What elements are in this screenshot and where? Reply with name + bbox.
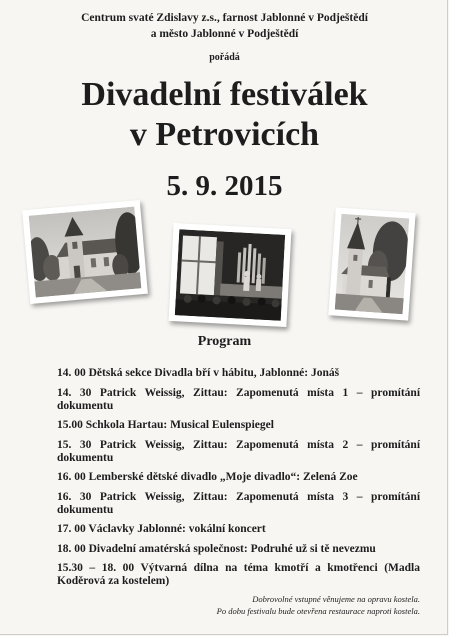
program-item-time: 16. 00 [57,471,86,483]
program-item [57,562,420,588]
program-item-title: Patrick Weissig, Zittau: Zapomenutá místa 1 – promítání dokumentu [57,386,421,412]
festival-date: 5. 9. 2015 [166,170,283,202]
photo-church-tower [328,207,415,320]
performer-body [243,277,250,291]
church-window [104,257,110,266]
bright-window [180,235,224,295]
photo-church-interior [169,223,292,327]
program-item [57,367,420,380]
presents-label: pořádá [209,52,240,63]
program-item-time: 17. 00 [57,523,86,535]
church-exterior-picture [29,207,142,298]
program-item-title: Václavky Jablonné: vokální koncert [88,523,266,535]
church-window [91,258,97,267]
festival-title [0,75,449,155]
program-item [57,387,420,413]
program-item [57,419,420,432]
program-item-time: 14. 00 [57,367,86,379]
program-item [57,543,420,556]
program-item-title: Schkola Hartau: Musical Eulenspiegel [85,419,274,431]
program-item-time: 16. 30 [57,490,92,503]
program-item [57,471,420,484]
restaurant-note: Po dobu festivalu bude otevřena restaurace naproti kostela. [216,606,420,616]
photo-church-exterior [22,200,148,304]
program-item-time: 15.30 – 18. 00 [57,562,135,574]
church-interior-picture [175,229,285,320]
performer-body [256,279,262,291]
program-item-time: 14. 30 [57,386,92,399]
footer-notes [217,593,420,617]
organizers-line-1: Centrum svaté Zdislavy z.s., farnost Jablonné v Podještědí [81,12,368,24]
admission-note: Dobrovolné vstupné věnujeme na opravu kostela. [252,594,420,604]
tower-window [353,255,357,261]
program-item-time: 15.00 [57,419,83,431]
church-window [368,280,373,288]
program-item-title: Patrick Weissig, Zittau: Zapomenutá místa 2 – promítání dokumentu [57,438,421,464]
program-item-title: Výtvarná dílna na téma kmotří a kmotřenci (Madla Koděrová za kostelem) [57,562,420,587]
program-heading: Program [197,334,252,349]
festival-title-line-1: Divadelní festiválek [81,76,368,113]
program-item [57,523,420,536]
festival-title-line-2: v Petrovicích [129,116,320,153]
organizers [0,10,449,42]
program-list [57,367,420,595]
tower-window [72,242,78,249]
program-item-time: 18. 00 [57,542,86,555]
program-item [57,491,420,517]
organizers-line-2: a město Jablonné v Podještědí [150,28,299,40]
program-item-time: 15. 30 [57,438,92,451]
program-item [57,439,420,465]
program-item-title: Dětská sekce Divadla bří v hábitu, Jablonné: Jonáš [88,367,340,379]
church-tower-picture [335,214,410,315]
program-item-title: Divadelní amatérská společnost: Podruhé už si tě nevezmu [88,542,376,555]
program-item-title: Lemberské dětské divadlo „Moje divadlo“: Zelená Zoe [88,471,358,483]
program-item-title: Patrick Weissig, Zittau: Zapomenutá místa 3 – promítání dokumentu [57,490,421,516]
